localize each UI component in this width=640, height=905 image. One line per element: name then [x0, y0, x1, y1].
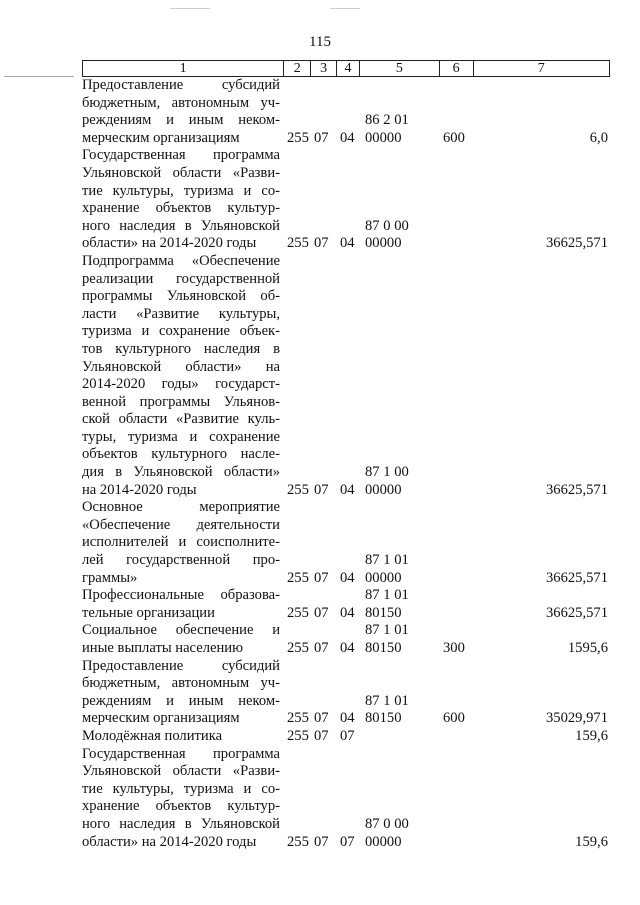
expense-type-code: 600: [443, 129, 465, 146]
expense-type-code: 300: [443, 640, 465, 656]
amount: 36625,571: [545, 235, 608, 252]
description-line: Предоставление субсидий: [82, 77, 280, 93]
amount: 159,6: [575, 727, 608, 744]
description-line: реждениям и иным неком-: [82, 692, 280, 709]
table-row: [82, 658, 610, 728]
row-description: [82, 147, 284, 253]
amount: 36625,571: [545, 569, 608, 586]
subsection-code: 07: [340, 727, 355, 744]
target-article-code: 87 1 01 80150: [365, 622, 409, 656]
description-line: венной программы Ульянов-: [82, 393, 280, 410]
ministry-code: 255: [287, 481, 309, 498]
description-line: Подпрограмма «Обеспечение: [82, 252, 280, 269]
subsection-code: 04: [340, 481, 355, 498]
row-description: [82, 728, 284, 746]
target-article-code: 86 2 01 00000: [365, 112, 409, 146]
table-row: [82, 746, 610, 852]
section-code: 07: [314, 833, 329, 850]
amount: 6,0: [589, 129, 608, 146]
description-line: Ульяновской области «Разви-: [82, 164, 280, 181]
amount: 1595,6: [567, 640, 608, 656]
subsection-code: 04: [340, 235, 355, 252]
ministry-code: 255: [287, 129, 309, 146]
description-line: бюджетным, автономным уч-: [82, 675, 280, 692]
description-line: Молодёжная политика: [82, 727, 223, 744]
header-cell-7: 7: [537, 61, 545, 76]
row-description: [82, 746, 284, 852]
row-description: [82, 587, 284, 622]
section-code: 07: [314, 235, 329, 252]
section-code: 07: [314, 710, 329, 727]
description-line: Основное мероприятие: [82, 499, 280, 516]
ministry-code: 255: [287, 727, 309, 744]
ministry-code: 255: [287, 710, 309, 727]
description-line: лей государственной про-: [82, 552, 280, 569]
description-line: «Обеспечение деятельности: [82, 516, 280, 533]
scan-artifact: [330, 8, 360, 9]
table-row: [82, 499, 610, 587]
section-code: 07: [314, 727, 329, 744]
table-row: [82, 728, 610, 746]
description-line: граммы»: [82, 569, 138, 586]
header-cell-5: 5: [360, 61, 440, 76]
budget-table: [82, 60, 610, 851]
table-row: [82, 147, 610, 253]
target-article-code: 87 1 01 80150: [365, 587, 409, 621]
description-line: объектов культурного насле-: [82, 446, 280, 463]
description-line: Ульяновской области» на: [82, 358, 280, 375]
row-description: [82, 499, 284, 587]
description-line: хранение объектов культур-: [82, 798, 280, 815]
header-cell-6: 6: [440, 61, 474, 76]
amount: 36625,571: [545, 481, 608, 498]
row-description: [82, 77, 284, 147]
scan-artifact: [170, 8, 210, 9]
subsection-code: 04: [340, 604, 355, 621]
header-cell-3: 3: [311, 61, 337, 76]
table-row: [82, 253, 610, 499]
ministry-code: 255: [287, 569, 309, 586]
table-body: [82, 77, 610, 851]
description-line: области» на 2014-2020 годы: [82, 235, 257, 252]
ministry-code: 255: [287, 833, 309, 850]
section-code: 07: [314, 640, 329, 656]
description-line: Государственная программа: [82, 745, 280, 762]
description-line: 2014-2020 годы» государст-: [82, 376, 280, 393]
description-line: на 2014-2020 годы: [82, 481, 197, 498]
subsection-code: 04: [340, 640, 355, 656]
header-cell-2: 2: [284, 61, 311, 76]
subsection-code: 04: [340, 569, 355, 586]
description-line: бюджетным, автономным уч-: [82, 94, 280, 111]
description-line: тие культуры, туризма и со-: [82, 182, 280, 199]
amount: 159,6: [575, 833, 608, 850]
description-line: туризма и сохранение объек-: [82, 323, 280, 340]
ministry-code: 255: [287, 604, 309, 621]
table-row: [82, 587, 610, 622]
section-code: 07: [314, 569, 329, 586]
ministry-code: 255: [287, 640, 309, 656]
target-article-code: 87 1 01 00000: [365, 552, 409, 586]
description-line: мерческим организациям: [82, 129, 240, 146]
table-row: [82, 622, 610, 657]
scan-artifact: [4, 76, 74, 77]
subsection-code: 07: [340, 833, 355, 850]
section-code: 07: [314, 604, 329, 621]
description-line: области» на 2014-2020 годы: [82, 833, 257, 850]
row-description: [82, 253, 284, 499]
subsection-code: 04: [340, 710, 355, 727]
description-line: туры, туризма и сохранение: [82, 428, 280, 445]
subsection-code: 04: [340, 129, 355, 146]
description-line: тельные организации: [82, 604, 215, 621]
section-code: 07: [314, 481, 329, 498]
page-number: 115: [309, 34, 331, 50]
row-description: [82, 622, 284, 657]
description-line: ного наследия в Ульяновской: [82, 815, 280, 832]
description-line: хранение объектов культур-: [82, 200, 280, 217]
description-line: Профессиональные образова-: [82, 587, 280, 604]
description-line: иные выплаты населению: [82, 640, 243, 656]
header-cell-4: 4: [337, 61, 360, 76]
description-line: Предоставление субсидий: [82, 657, 280, 674]
table-row: [82, 77, 610, 147]
description-line: Ульяновской области «Разви-: [82, 763, 280, 780]
ministry-code: 255: [287, 235, 309, 252]
target-article-code: 87 0 00 00000: [365, 815, 409, 850]
description-line: реализации государственной: [82, 270, 280, 287]
description-line: мерческим организациям: [82, 710, 240, 727]
description-line: дия в Ульяновской области»: [82, 464, 280, 481]
description-line: исполнителей и соисполните-: [82, 534, 280, 551]
expense-type-code: 600: [443, 710, 465, 727]
description-line: программы Ульяновской об-: [82, 288, 280, 305]
section-code: 07: [314, 129, 329, 146]
description-line: ного наследия в Ульяновской: [82, 217, 280, 234]
target-article-code: 87 1 00 00000: [365, 464, 409, 498]
description-line: ской области «Развитие куль-: [82, 411, 280, 428]
description-line: тов культурного наследия в: [82, 340, 280, 357]
description-line: тие культуры, туризма и со-: [82, 780, 280, 797]
row-description: [82, 658, 284, 728]
description-line: Государственная программа: [82, 147, 280, 164]
target-article-code: 87 0 00 00000: [365, 217, 409, 252]
amount: 35029,971: [545, 710, 608, 727]
amount: 36625,571: [545, 604, 608, 621]
table-header: [82, 60, 610, 77]
description-line: ласти «Развитие культуры,: [82, 305, 280, 322]
description-line: реждениям и иным неком-: [82, 112, 280, 129]
description-line: Социальное обеспечение и: [82, 622, 280, 639]
target-article-code: 87 1 01 80150: [365, 692, 409, 727]
header-cell-1: 1: [83, 61, 284, 76]
